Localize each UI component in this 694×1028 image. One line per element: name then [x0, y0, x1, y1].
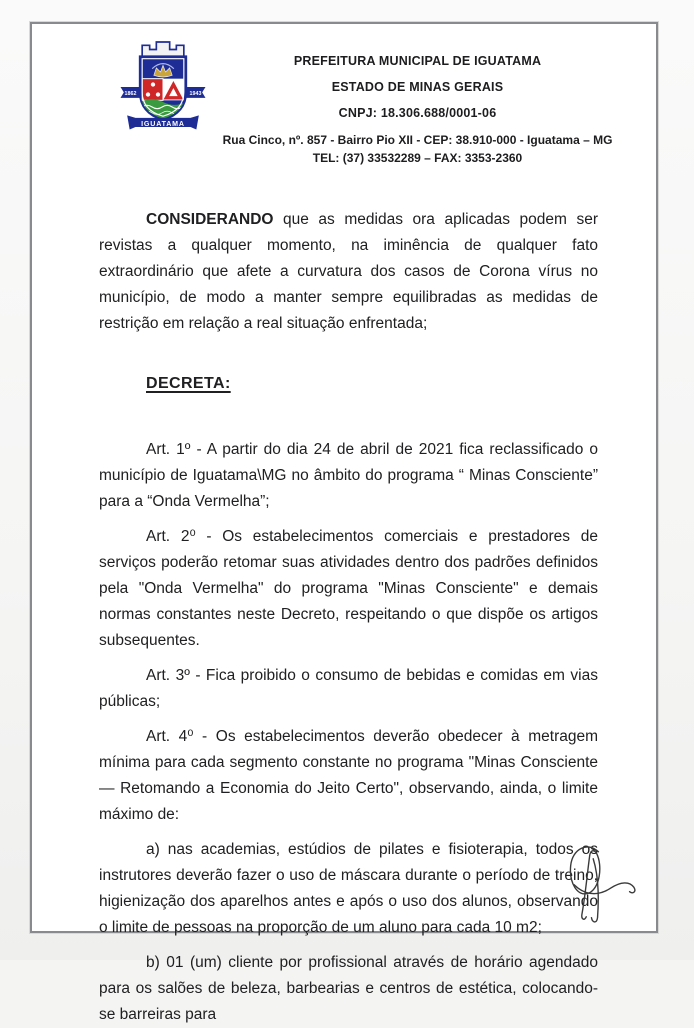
- crest-year-right: 1943: [189, 90, 202, 97]
- iguatama-coat-of-arms-icon: [117, 37, 209, 137]
- org-contact-block: [209, 132, 626, 167]
- crest-year-left: 1862: [124, 90, 137, 97]
- paragraph-art-3: Art. 3º - Fica proibido o consumo de bebidas e comidas em vias públicas;: [99, 667, 598, 710]
- crest-banner-label: IGUATAMA: [141, 120, 185, 129]
- coat-of-arms-graphic: [117, 37, 209, 132]
- signature-scribble: [562, 837, 640, 929]
- paragraph-item-b: b) 01 (um) cliente por profissional através de horário agendado para os salões de beleza, barbearias e centros de estética, colocando-se barreiras para: [99, 954, 598, 1023]
- mural-crown-shape: [142, 42, 184, 57]
- paragraph-considerando: [99, 207, 598, 337]
- paragraph-art-2: Art. 2⁰ - Os estabelecimentos comerciais e prestadores de serviços poderão retomar suas atividades dentro dos padrões definidos pela "Onda Vermelha" do programa "Minas Consciente" e demais normas constantes neste Decreto, respeitando o que dispõe os artigos subsequentes.: [99, 528, 598, 649]
- org-cnpj: CNPJ: 18.306.688/0001-06: [338, 106, 497, 120]
- paragraph-art-1: Art. 1º - A partir do dia 24 de abril de 2021 fica reclassificado o município de Iguatama\MG no âmbito do programa “ Minas Consciente” para a “Onda Vermelha”;: [99, 441, 598, 510]
- document-page: [30, 22, 658, 1023]
- org-title: PREFEITURA MUNICIPAL DE IGUATAMA: [293, 54, 542, 68]
- org-address: Rua Cinco, nº. 857 - Bairro Pio XII - CEP: 38.910-000 - Iguatama – MG: [222, 133, 613, 147]
- paragraph-decreta: [99, 371, 598, 397]
- considerando-lead: CONSIDERANDO: [146, 211, 274, 228]
- header-text-block: [209, 37, 656, 167]
- decreta-heading: DECRETA:: [146, 375, 231, 392]
- paragraph-item-a: a) nas academias, estúdios de pilates e fisioterapia, todos os instrutores deverão fazer o uso de máscara durante o período de treino, higienização dos aparelhos antes e após o uso dos alunos, observando o limite de pessoas na proporção de um aluno para cada 10 m2;: [99, 841, 598, 936]
- considerando-text: que as medidas ora aplicadas podem ser revistas a qualquer momento, na iminência de qualquer fato extraordinário que afete a curvatura dos casos de Corona vírus no município, de modo a manter sempre equilibradas as medidas de restrição em relação a real situação enfrentada;: [99, 211, 598, 332]
- org-state: ESTADO DE MINAS GERAIS: [331, 80, 504, 94]
- paragraph-art-4: Art. 4⁰ - Os estabelecimentos deverão obedecer à metragem mínima para cada segmento constante no programa "Minas Consciente — Retomando a Economia do Jeito Certo", observando, ainda, o limite máximo de:: [99, 728, 598, 823]
- org-phone: TEL: (37) 33532289 – FAX: 3353-2360: [312, 150, 523, 165]
- shield-field: [141, 57, 186, 125]
- document-header: [32, 24, 656, 167]
